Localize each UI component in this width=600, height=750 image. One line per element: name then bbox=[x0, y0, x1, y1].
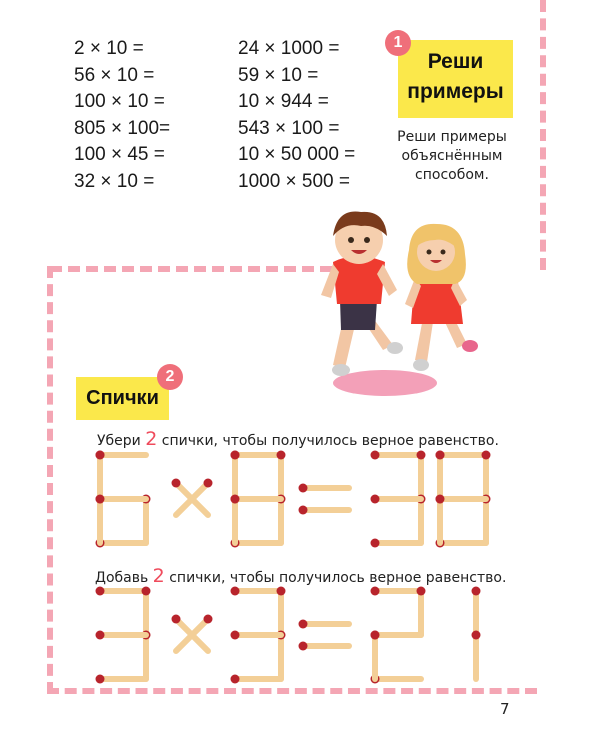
example: 805 × 100= bbox=[74, 117, 171, 139]
exercise1-description bbox=[392, 128, 512, 185]
match-head bbox=[277, 587, 286, 596]
task2-count: 2 bbox=[152, 565, 165, 587]
match-head bbox=[142, 587, 151, 596]
matches-layer bbox=[96, 587, 481, 684]
example: 543 × 100 = bbox=[238, 117, 340, 139]
match-head bbox=[231, 451, 240, 460]
match-head bbox=[299, 484, 308, 493]
match-head bbox=[371, 631, 380, 640]
match-head bbox=[417, 587, 426, 596]
match-head bbox=[436, 495, 445, 504]
frame-dash-right bbox=[540, 0, 546, 270]
example: 10 × 944 = bbox=[238, 91, 329, 112]
frame-dash-bottom bbox=[47, 688, 537, 694]
matchstick-equation-1 bbox=[90, 450, 500, 550]
match-head bbox=[172, 615, 181, 624]
exercise2-number-badge: 2 bbox=[157, 364, 183, 390]
example: 2 × 10 = bbox=[74, 38, 144, 59]
example: 1000 × 500 = bbox=[238, 170, 350, 192]
example: 56 × 10 = bbox=[74, 64, 155, 86]
match-head bbox=[96, 631, 105, 640]
exercise2-title: Спички bbox=[86, 387, 159, 409]
exercise1-title-line1: Реши bbox=[427, 50, 484, 73]
matchstick-equation-2 bbox=[90, 586, 500, 686]
match-head bbox=[417, 451, 426, 460]
running-kids-illustration bbox=[305, 200, 505, 400]
task2-suffix: спички, чтобы получилось верное равенство. bbox=[164, 570, 507, 586]
task2-prefix: Добавь bbox=[95, 570, 153, 586]
example: 100 × 10 = bbox=[74, 91, 165, 112]
page-number: 7 bbox=[500, 700, 510, 718]
example: 24 × 1000 = bbox=[238, 38, 340, 59]
match-head bbox=[204, 615, 213, 624]
match-head bbox=[436, 451, 445, 460]
description-line: Реши примеры bbox=[397, 129, 507, 145]
match-head bbox=[371, 587, 380, 596]
example: 32 × 10 = bbox=[74, 170, 155, 192]
task2-instruction bbox=[95, 565, 506, 587]
match-head bbox=[231, 495, 240, 504]
match-head bbox=[204, 479, 213, 488]
task1-prefix: Убери bbox=[97, 433, 146, 449]
exercise1-title-line2: примеры bbox=[407, 80, 504, 103]
match-head bbox=[472, 587, 481, 596]
matches-layer bbox=[96, 451, 491, 548]
example: 10 × 50 000 = bbox=[238, 144, 356, 165]
match-head bbox=[299, 642, 308, 651]
match-head bbox=[299, 506, 308, 515]
match-head bbox=[172, 479, 181, 488]
description-line: объяснённым bbox=[401, 148, 503, 164]
examples-column-1 bbox=[74, 36, 170, 195]
description-line: способом. bbox=[415, 167, 489, 183]
match-head bbox=[231, 675, 240, 684]
example: 59 × 10 = bbox=[238, 64, 319, 86]
match-head bbox=[482, 451, 491, 460]
match-head bbox=[371, 495, 380, 504]
examples-column-2 bbox=[238, 36, 355, 195]
match-head bbox=[96, 675, 105, 684]
task1-instruction bbox=[97, 428, 499, 450]
exercise1-title bbox=[398, 47, 513, 107]
match-head bbox=[96, 495, 105, 504]
frame-dash-left bbox=[47, 266, 53, 694]
match-head bbox=[277, 451, 286, 460]
match-head bbox=[371, 451, 380, 460]
match-head bbox=[299, 620, 308, 629]
match-head bbox=[96, 587, 105, 596]
exercise1-number-badge: 1 bbox=[385, 30, 411, 56]
match-head bbox=[231, 587, 240, 596]
task1-count: 2 bbox=[145, 428, 158, 450]
example: 100 × 45 = bbox=[74, 144, 165, 165]
task1-suffix: спички, чтобы получилось верное равенство. bbox=[157, 433, 499, 449]
match-head bbox=[371, 539, 380, 548]
match-head bbox=[96, 451, 105, 460]
match-head bbox=[472, 631, 481, 640]
match-head bbox=[231, 631, 240, 640]
